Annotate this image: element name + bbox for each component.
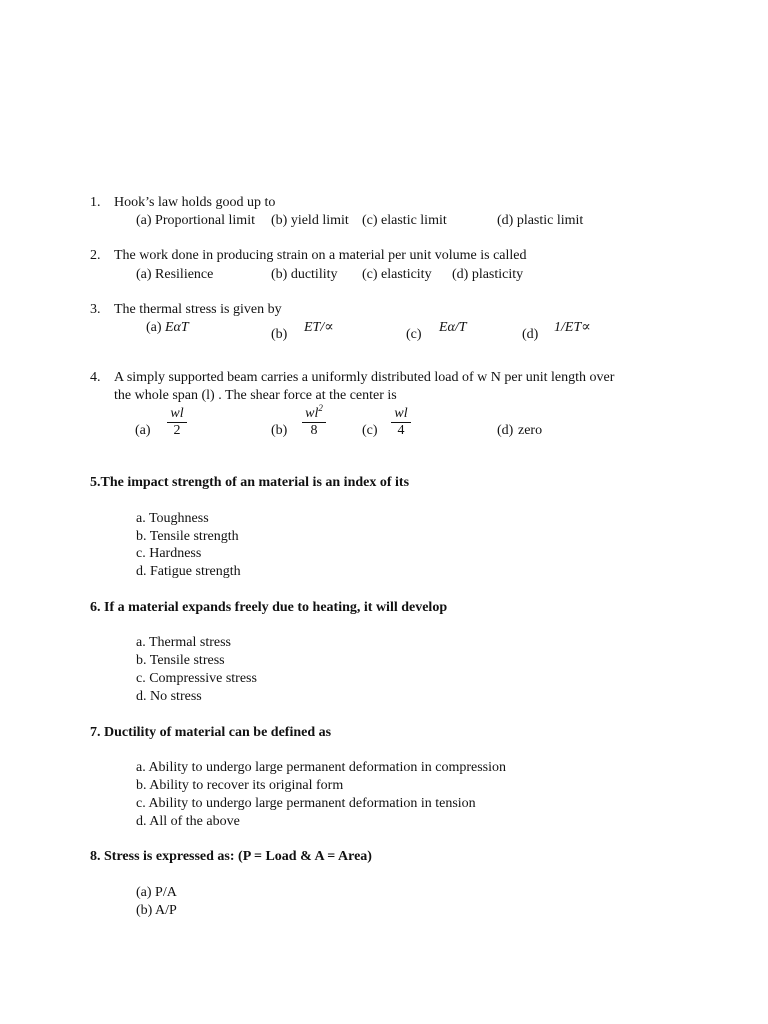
q4-option-c-numerator: wl xyxy=(391,406,411,423)
q4-option-a-denominator: 2 xyxy=(173,423,181,438)
q3-option-c-expr: Eα/T xyxy=(439,320,467,335)
q1-option-d: (d) plastic limit xyxy=(497,213,584,228)
q7-option-d: d. All of the above xyxy=(136,814,240,829)
q4-option-c-fraction xyxy=(391,406,411,438)
q2-option-c: (c) elasticity xyxy=(362,267,432,282)
q3-option-a-label: (a) xyxy=(146,320,162,335)
q2-option-a: (a) Resilience xyxy=(136,267,214,282)
q4-option-b-numerator xyxy=(302,403,326,423)
q4-option-b-label: (b) xyxy=(271,423,288,438)
q7-heading: 7. Ductility of material can be defined as xyxy=(90,725,332,740)
q2-stem: The work done in producing strain on a material per unit volume is called xyxy=(114,248,527,263)
q4-option-d-label: (d) xyxy=(497,423,514,438)
q3-option-b-expr: ET/∝ xyxy=(304,320,334,335)
q8-option-a: (a) P/A xyxy=(136,885,177,900)
q4-option-a-fraction xyxy=(167,406,187,438)
q4-option-a-label: (a) xyxy=(135,423,151,438)
q8-option-b: (b) A/P xyxy=(136,903,177,918)
q8-heading: 8. Stress is expressed as: (P = Load & A = Area) xyxy=(90,849,372,864)
q6-option-c: c. Compressive stress xyxy=(136,671,257,686)
q1-stem: Hook’s law holds good up to xyxy=(114,195,276,210)
q3-option-c-label: (c) xyxy=(406,327,422,342)
q4-option-d-text: zero xyxy=(518,423,543,438)
q5-option-a: a. Toughness xyxy=(136,511,209,526)
q7-option-a: a. Ability to undergo large permanent deformation in compression xyxy=(136,760,507,775)
q4-stem-line2: the whole span (l) . The shear force at the center is xyxy=(114,388,397,403)
q4-option-c-denominator: 4 xyxy=(397,423,405,438)
q1-option-c: (c) elastic limit xyxy=(362,213,447,228)
q3-number: 3. xyxy=(90,302,101,317)
q4-number: 4. xyxy=(90,370,101,385)
q4-option-b-numerator-base: wl xyxy=(305,406,319,421)
q4-option-a-numerator: wl xyxy=(167,406,187,423)
q3-option-d-expr: 1/ET∝ xyxy=(554,320,591,335)
q6-heading: 6. If a material expands freely due to heating, it will develop xyxy=(90,600,448,615)
q5-heading: 5.The impact strength of an material is an index of its xyxy=(90,475,410,490)
q2-option-d: (d) plasticity xyxy=(452,267,524,282)
q3-option-b-label: (b) xyxy=(271,327,288,342)
q7-option-c: c. Ability to undergo large permanent deformation in tension xyxy=(136,796,476,811)
q5-option-c: c. Hardness xyxy=(136,546,202,561)
q2-number: 2. xyxy=(90,248,101,263)
q3-stem: The thermal stress is given by xyxy=(114,302,282,317)
q6-option-d: d. No stress xyxy=(136,689,202,704)
q4-option-c-label: (c) xyxy=(362,423,378,438)
q4-stem-line1: A simply supported beam carries a uniformly distributed load of w N per unit length over xyxy=(114,370,615,385)
q6-option-a: a. Thermal stress xyxy=(136,635,231,650)
q5-option-d: d. Fatigue strength xyxy=(136,564,241,579)
q3-option-a-expr: EαT xyxy=(165,320,189,335)
q4-option-b-denominator: 8 xyxy=(310,423,318,438)
q1-option-a: (a) Proportional limit xyxy=(136,213,255,228)
q4-option-b-exponent: 2 xyxy=(318,403,323,413)
q3-option-d-label: (d) xyxy=(522,327,539,342)
q2-option-b: (b) ductility xyxy=(271,267,338,282)
q5-option-b: b. Tensile strength xyxy=(136,529,239,544)
q6-option-b: b. Tensile stress xyxy=(136,653,225,668)
q1-number: 1. xyxy=(90,195,101,210)
q1-option-b: (b) yield limit xyxy=(271,213,349,228)
q4-option-b-fraction xyxy=(302,403,326,438)
q7-option-b: b. Ability to recover its original form xyxy=(136,778,344,793)
